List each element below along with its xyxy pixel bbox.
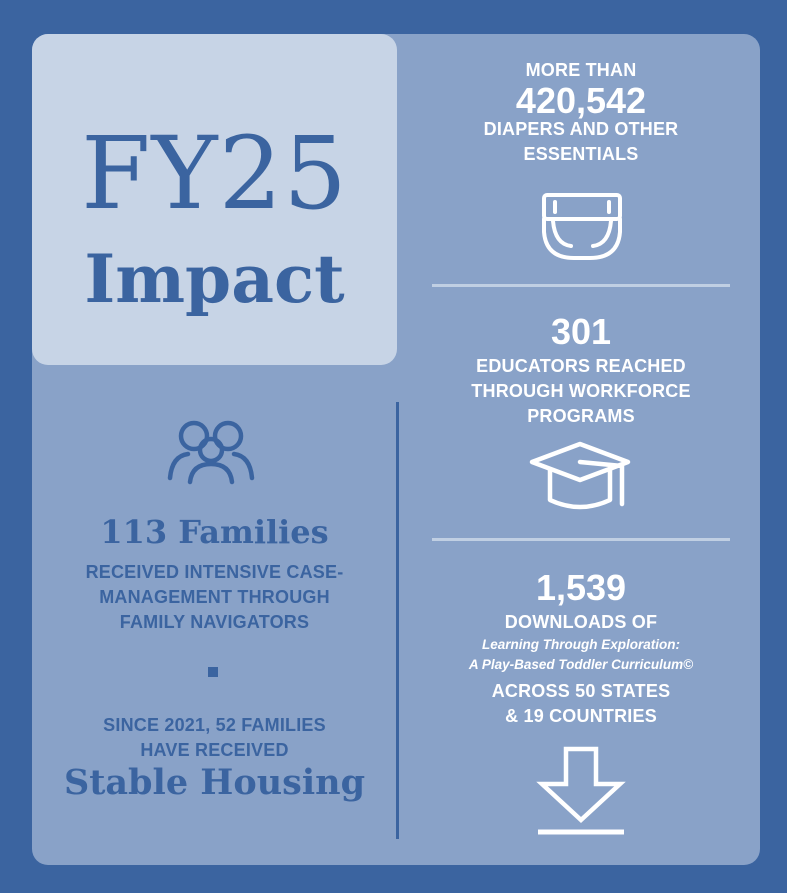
people-group-icon: [166, 416, 256, 486]
horizontal-divider-2: [432, 538, 730, 541]
educators-line2: THROUGH WORKFORCE: [471, 381, 691, 401]
diapers-pre: MORE THAN: [525, 60, 637, 80]
title-box: [32, 34, 397, 365]
downloads-title-line2: A Play-Based Toddler Curriculum©: [468, 657, 694, 672]
downloads-line1: DOWNLOADS OF: [504, 612, 658, 632]
downloads-line2: ACROSS 50 STATES: [491, 681, 671, 701]
housing-value: Stable Housing: [63, 762, 366, 803]
housing-stat: [32, 713, 397, 803]
diaper-icon: [541, 192, 623, 262]
housing-line2: HAVE RECEIVED: [140, 740, 289, 760]
families-line3: FAMILY NAVIGATORS: [119, 612, 310, 632]
educators-line3: PROGRAMS: [527, 406, 635, 426]
families-line1: RECEIVED INTENSIVE CASE-: [85, 562, 344, 582]
educators-line1: EDUCATORS REACHED: [476, 356, 686, 376]
downloads-line3: & 19 COUNTRIES: [505, 706, 657, 726]
educators-value: 301: [550, 311, 612, 352]
diapers-stat: [432, 58, 730, 167]
educators-stat: [432, 312, 730, 429]
downloads-value: 1,539: [535, 567, 627, 608]
families-stat: [32, 512, 397, 635]
download-arrow-icon: [536, 746, 626, 838]
housing-line1: SINCE 2021, 52 FAMILIES: [103, 715, 326, 735]
horizontal-divider-1: [432, 284, 730, 287]
title-fy25: FY25: [81, 115, 348, 232]
diapers-line2: ESSENTIALS: [523, 144, 639, 164]
diapers-line1: DIAPERS AND OTHER: [483, 119, 679, 139]
separator-dot: [208, 667, 218, 677]
downloads-stat: [432, 568, 730, 729]
families-value: 113 Families: [100, 513, 329, 551]
families-line2: MANAGEMENT THROUGH: [99, 587, 330, 607]
diapers-value: 420,542: [515, 80, 647, 121]
graduation-cap-icon: [528, 440, 632, 512]
downloads-title-line1: Learning Through Exploration:: [482, 637, 680, 652]
title-impact: Impact: [84, 240, 345, 318]
